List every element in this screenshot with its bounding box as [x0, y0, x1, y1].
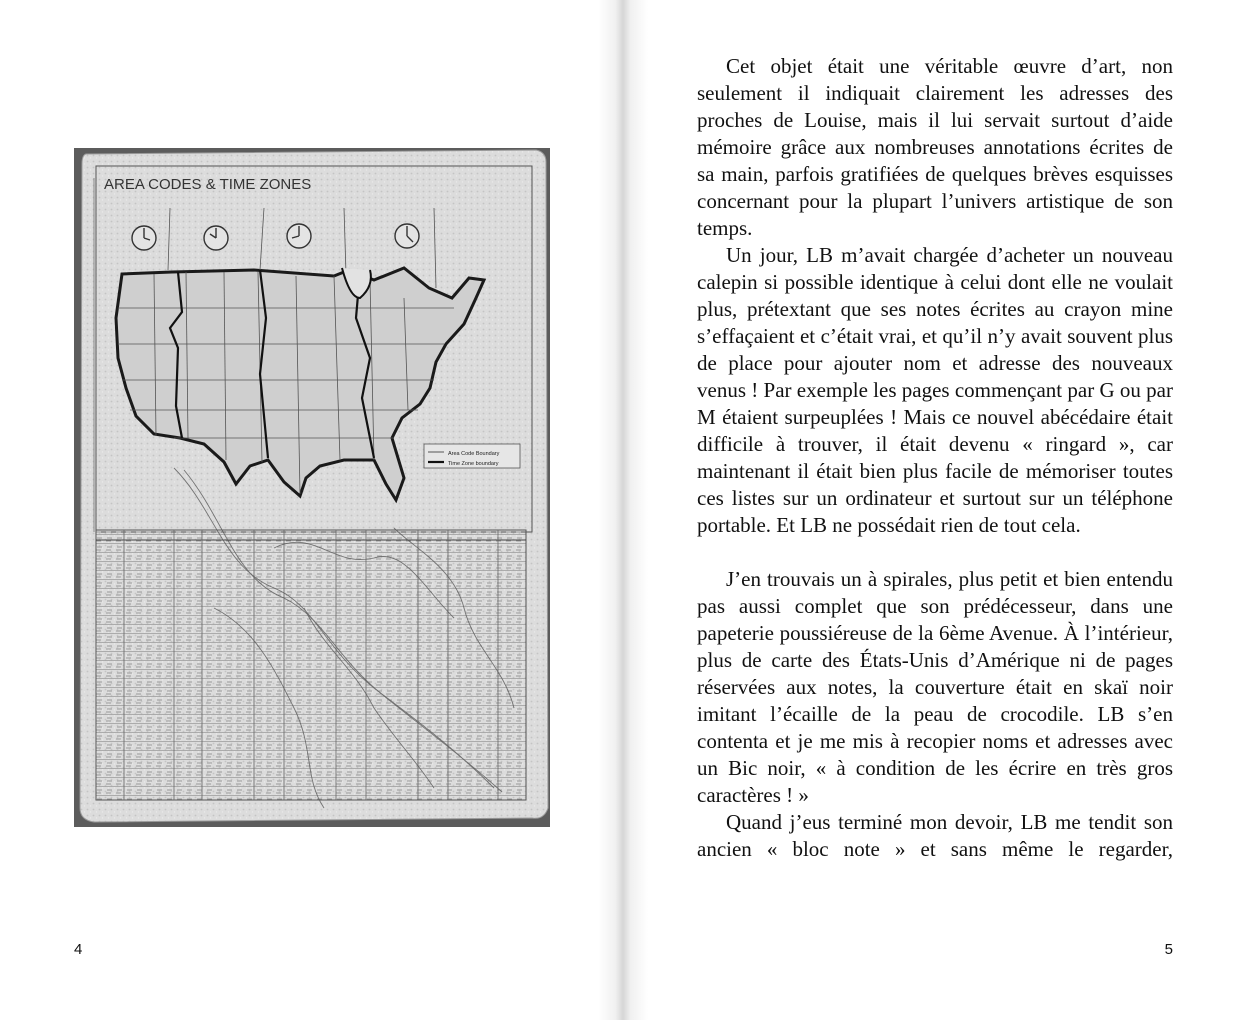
map-photo-svg	[74, 148, 550, 827]
body-text	[697, 53, 1173, 863]
paragraph-4: Quand j’eus terminé mon devoir, LB me tendit son ancien « bloc note » et sans même le regarder,	[697, 810, 1173, 861]
address-book-map-photo	[74, 148, 550, 827]
paragraph-3: J’en trouvais un à spirales, plus petit et bien entendu pas aussi complet que son prédécesseur, dans une papeterie poussiéreuse de la 6ème Avenue. À l’intérieur, plus de carte des États-Unis d’Amérique ni de pages réservées aux notes, la couverture était en skaï noir imitant l’écaille de la peau de crocodile. LB s’en contenta et je me mis à recopier noms et adresses avec un Bic noir, « à condition de les écrire en très gros caractères ! »	[697, 567, 1173, 807]
legend-area-code: Area Code Boundary	[448, 451, 500, 457]
map-legend	[424, 444, 520, 468]
map-title: AREA CODES & TIME ZONES	[104, 176, 312, 193]
left-page	[0, 0, 623, 1020]
page-number-left: 4	[74, 941, 83, 958]
paragraph-2: Un jour, LB m’avait chargée d’acheter un nouveau calepin si possible identique à celui dont elle ne voulait plus, prétextant que ses notes écrites au crayon mine s’effaçaient et c’était vrai, et qu’il n’y avait souvent plus de place pour ajouter nom et adresse des nouveaux venus ! Par exemple les pages commençant par G ou par M étaient surpeuplées ! Mais ce nouvel abécédaire était difficile à trouver, il était devenu « ringard », car maintenant il était bien plus facile de mémoriser toutes ces listes sur un ordinateur et surtout sur un téléphone portable. Et LB ne possédait rien de tout cela.	[697, 243, 1173, 537]
legend-time-zone: Time Zone boundary	[448, 461, 499, 467]
right-page	[623, 0, 1247, 1020]
paragraph-1: Cet objet était une véritable œuvre d’art, non seulement il indiquait clairement les adresses des proches de Louise, mais il lui servait surtout d’aide mémoire grâce aux nombreuses annotations écrites de sa main, parfois gratifiées de quelques brèves esquisses concernant pour la plupart l’univers artistique de son temps.	[697, 54, 1173, 240]
page-number-right: 5	[1164, 941, 1173, 958]
area-code-table	[96, 530, 526, 800]
